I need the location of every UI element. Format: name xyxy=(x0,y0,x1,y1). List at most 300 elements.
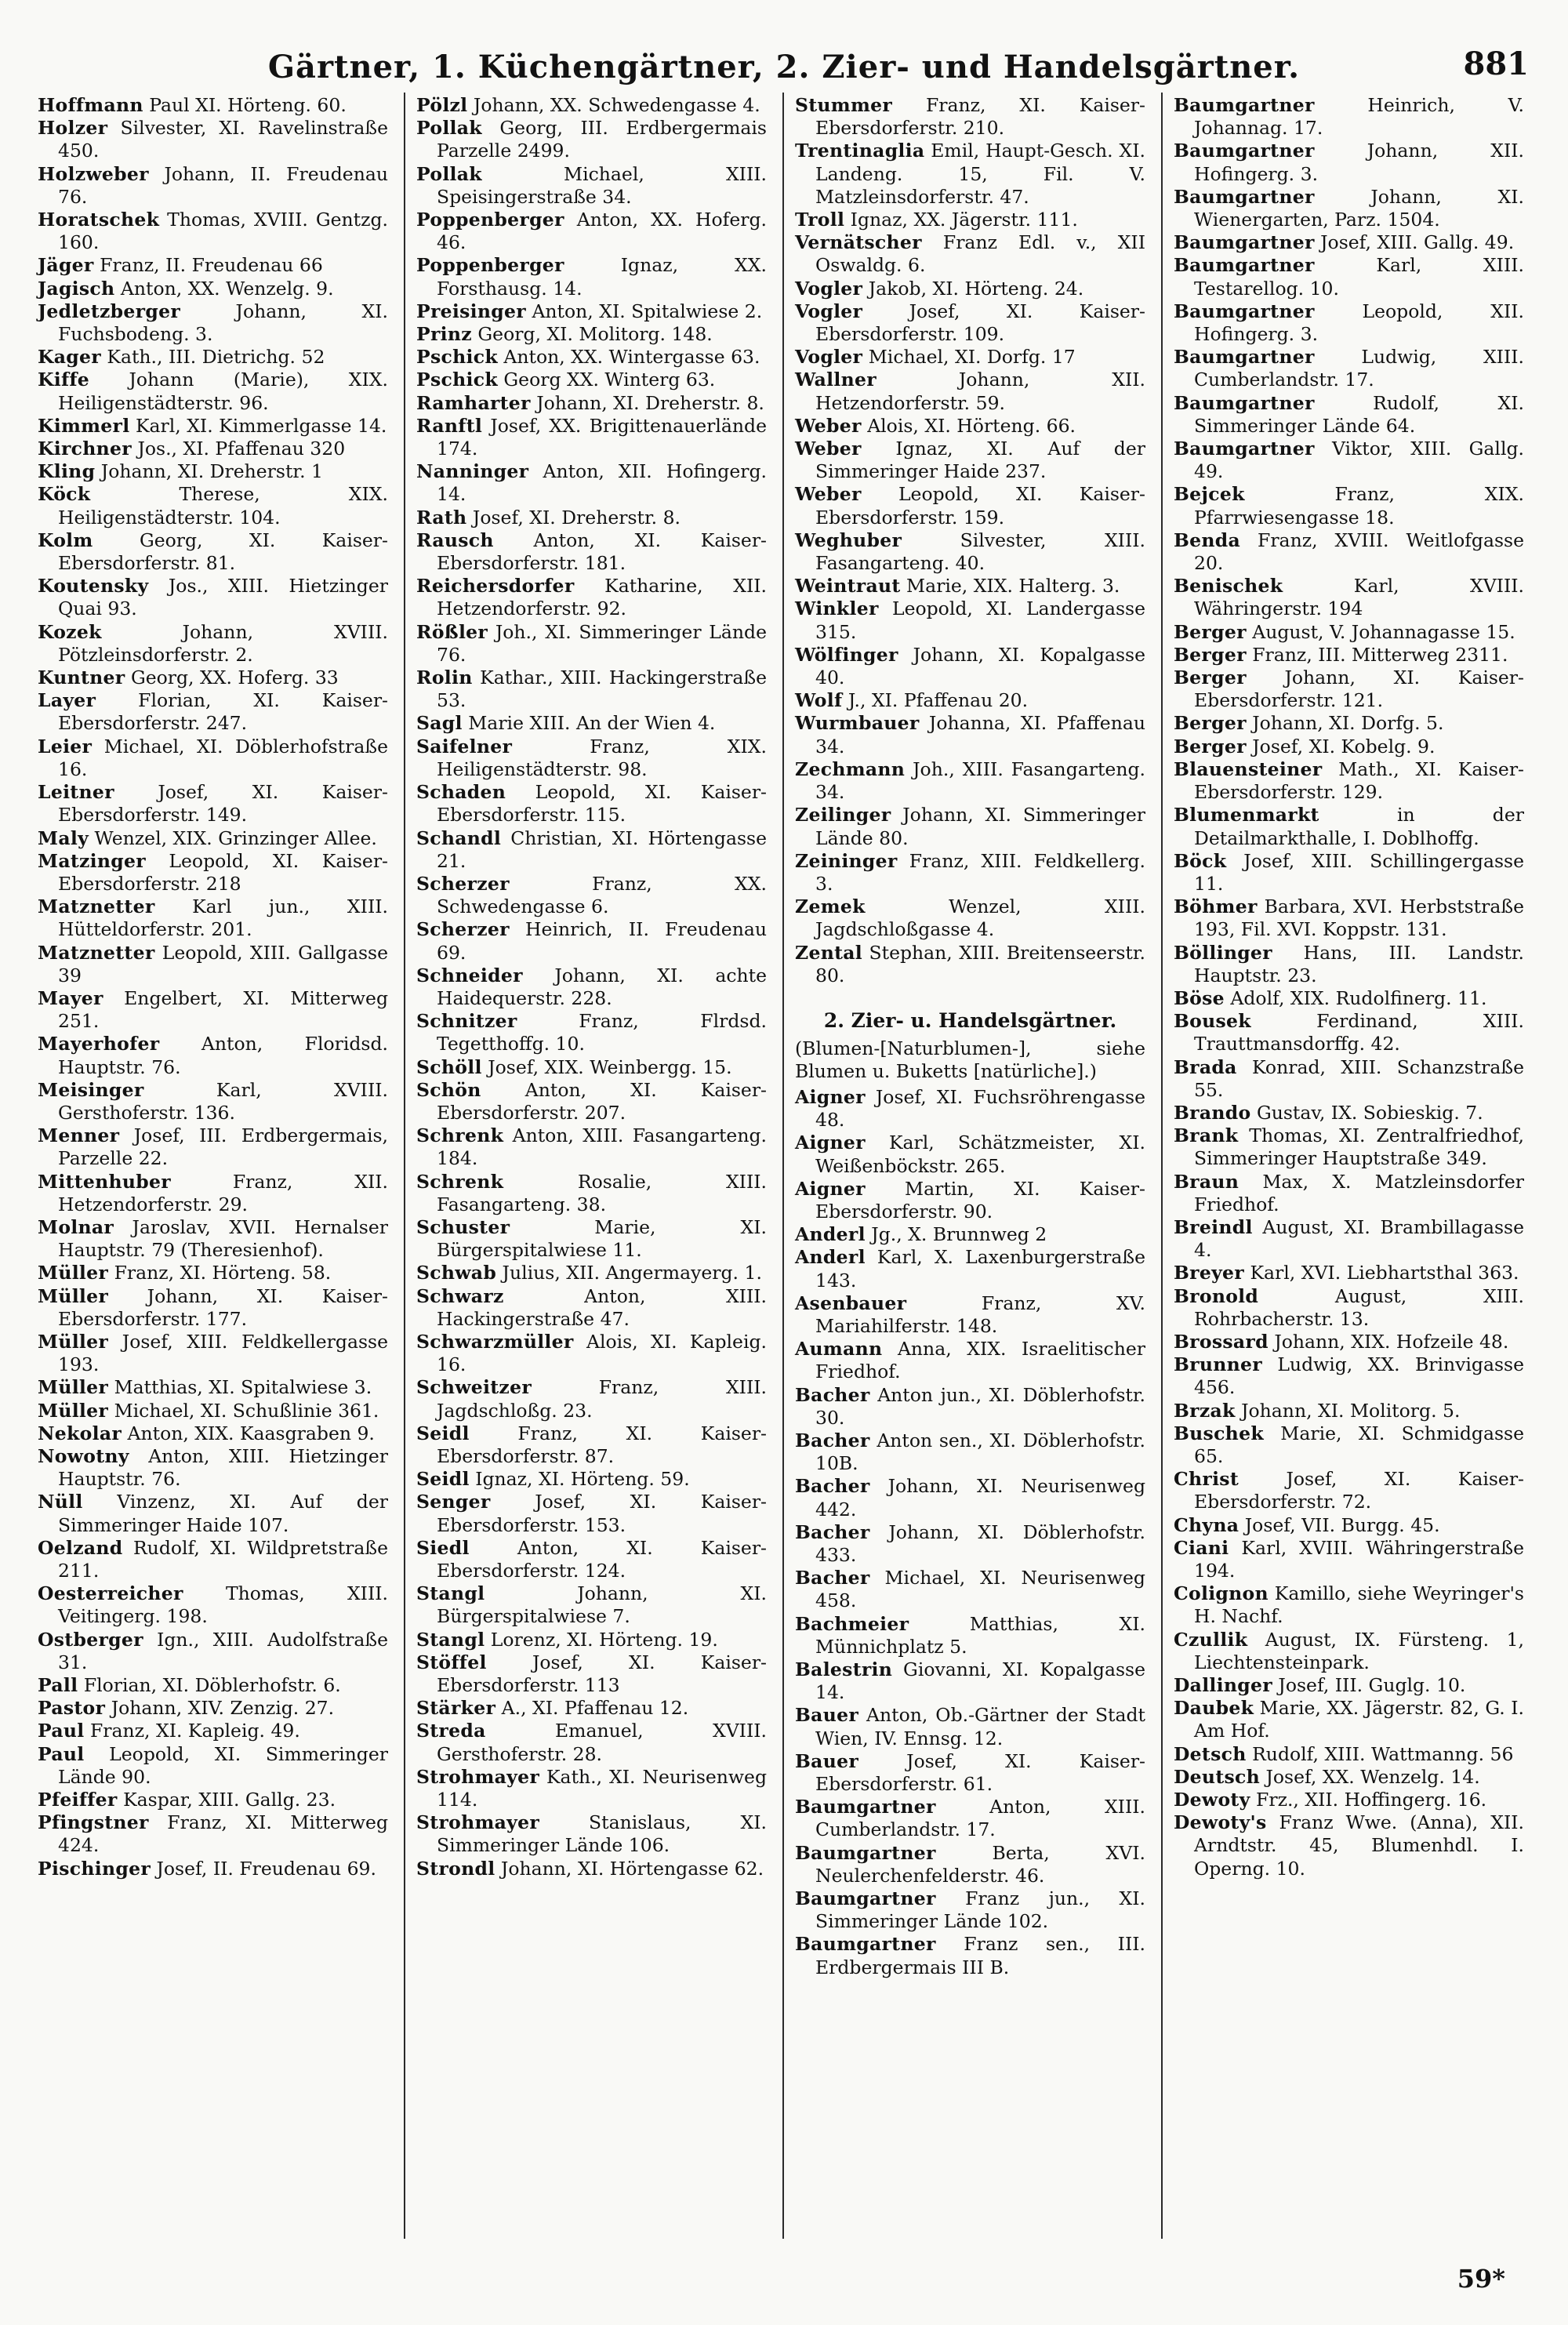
entry-name: Nowotny xyxy=(38,1444,129,1467)
entry-name: Müller xyxy=(38,1262,109,1284)
entry-name: Wolf xyxy=(795,689,843,712)
entry-address: Johann, XI. achte Haidequerstr. 228. xyxy=(437,964,767,1009)
entry-name: Müller xyxy=(38,1330,109,1353)
entry-address: Johann, XI. Dreherstr. 1 xyxy=(100,460,323,483)
entry-address: Anton, Floridsd. Hauptstr. 76. xyxy=(58,1033,388,1078)
entry-address: Anton, Ob.-Gärtner der Stadt Wien, IV. Ennsg. 12. xyxy=(815,1704,1145,1749)
entry-name: Zeilinger xyxy=(795,804,891,826)
directory-entry xyxy=(416,209,767,254)
entry-address: Josef, XI. Kobelg. 9. xyxy=(1252,735,1436,757)
entry-address: Paul XI. Hörteng. 60. xyxy=(149,94,347,116)
entry-address: Emanuel, XVIII. Gersthoferstr. 28. xyxy=(437,1720,767,1765)
entry-address: Kamillo, siehe Weyringer's H. Nachf. xyxy=(1194,1582,1524,1628)
directory-entry xyxy=(38,438,388,460)
entry-name: Böse xyxy=(1174,986,1225,1009)
entry-address: Michael, XIII. Speisingerstraße 34. xyxy=(437,162,767,208)
entry-name: Pischinger xyxy=(38,1857,151,1880)
directory-entry xyxy=(795,895,1145,941)
entry-name: Rößler xyxy=(416,620,488,643)
entry-address: Franz jun., XI. Simmeringer Lände 102. xyxy=(815,1887,1145,1933)
entry-address: Anton, XIII. Hietzinger Hauptstr. 76. xyxy=(58,1444,388,1491)
directory-entry xyxy=(38,1285,388,1331)
directory-entry xyxy=(38,346,388,369)
directory-entry xyxy=(795,850,1145,895)
entry-address: Johann, XIX. Hofzeile 48. xyxy=(1274,1330,1509,1353)
directory-entry xyxy=(795,1086,1145,1132)
entry-address: Franz, III. Mitterweg 2311. xyxy=(1252,643,1508,666)
entry-address: Georg, XI. Kaiser-Ebersdorferstr. 81. xyxy=(58,529,388,575)
directory-entry xyxy=(416,1491,767,1536)
directory-entry xyxy=(416,1124,767,1170)
entry-name: Siedl xyxy=(416,1536,470,1559)
entry-address: Franz, XI. Mitterweg 424. xyxy=(58,1811,388,1857)
entry-address: Josef, XIII. Schillingergasse 11. xyxy=(1194,849,1524,895)
directory-entry xyxy=(38,1079,388,1124)
entry-address: Anton, XI. Spitalwiese 2. xyxy=(532,300,763,322)
directory-entry xyxy=(795,1246,1145,1291)
entry-name: Leitner xyxy=(38,781,114,804)
directory-entry xyxy=(416,667,767,712)
entry-name: Baumgartner xyxy=(1174,140,1315,162)
entry-address: Rosalie, XIII. Fasangarteng. 38. xyxy=(437,1170,767,1215)
entry-name: Oesterreicher xyxy=(38,1582,183,1605)
entry-address: Martin, XI. Kaiser-Ebersdorferstr. 90. xyxy=(815,1177,1145,1222)
directory-entry xyxy=(1174,942,1524,987)
entry-name: Zental xyxy=(795,941,863,964)
entry-name: Detsch xyxy=(1174,1742,1247,1765)
entry-address: Karl, XVIII. Währingerstr. 194 xyxy=(1194,575,1524,620)
entry-address: Johanna, XI. Pfaffenau 34. xyxy=(815,712,1145,757)
entry-name: Bachmeier xyxy=(795,1612,909,1635)
entry-address: Leopold, XII. Hofingerg. 3. xyxy=(1194,300,1524,346)
entry-name: Troll xyxy=(795,209,845,231)
entry-name: Anderl xyxy=(795,1246,866,1269)
entry-address: Anton, XII. Hofingerg. 14. xyxy=(437,460,767,506)
entry-address: Johann, XI. Döblerhofstr. 433. xyxy=(815,1520,1145,1566)
entry-name: Schaden xyxy=(416,781,506,804)
entry-name: Asenbauer xyxy=(795,1291,907,1314)
entry-address: Johann, XI. Bürgerspitalwiese 7. xyxy=(437,1582,767,1628)
directory-entry xyxy=(38,781,388,826)
directory-entry xyxy=(38,1331,388,1376)
entry-address: Anton, XI. Kaiser-Ebersdorferstr. 207. xyxy=(437,1078,767,1124)
entry-address: Joh., XIII. Fasangarteng. 34. xyxy=(815,757,1145,804)
directory-entry xyxy=(416,965,767,1010)
entry-name: Bacher xyxy=(795,1429,870,1451)
entry-address: Rudolf, XI. Wildpretstraße 211. xyxy=(58,1536,388,1582)
directory-entry xyxy=(38,827,388,850)
directory-entry xyxy=(416,873,767,918)
directory-entry xyxy=(38,1811,388,1857)
entry-address: Hans, III. Landstr. Hauptstr. 23. xyxy=(1194,941,1524,986)
entry-name: Matznetter xyxy=(38,895,155,918)
entry-address: Anton, XI. Kaiser-Ebersdorferstr. 181. xyxy=(437,529,767,575)
entry-name: Berger xyxy=(1174,735,1247,757)
entry-address: Anton, XI. Kaiser-Ebersdorferstr. 124. xyxy=(437,1536,767,1582)
entry-address: Josef, XIII. Feldkellergasse 193. xyxy=(58,1330,388,1376)
entry-name: Bousek xyxy=(1174,1010,1251,1033)
directory-entry xyxy=(416,1262,767,1284)
entry-name: Kirchner xyxy=(38,438,132,460)
directory-entry xyxy=(1174,736,1524,758)
entry-name: Holzer xyxy=(38,117,108,140)
entry-name: Bacher xyxy=(795,1520,870,1543)
entry-address: Johann, XI. Wienergarten, Parz. 1504. xyxy=(1194,185,1524,231)
entry-name: Brada xyxy=(1174,1055,1237,1078)
entry-name: Czullik xyxy=(1174,1628,1248,1651)
entry-name: Mittenhuber xyxy=(38,1170,171,1193)
directory-entry xyxy=(38,987,388,1033)
entry-address: Ludwig, XX. Brinvigasse 456. xyxy=(1194,1353,1524,1399)
entry-name: Blumenmarkt xyxy=(1174,804,1319,826)
entry-name: Weber xyxy=(795,483,862,506)
page-title: Gärtner, 1. Küchengärtner, 2. Zier- und Handelsgärtner. xyxy=(267,48,1301,85)
entry-address: Josef, XI. Fuchsröhrengasse 48. xyxy=(815,1085,1145,1132)
entry-name: Prinz xyxy=(416,323,472,346)
entry-address: Franz, XIII. Feldkellerg. 3. xyxy=(815,849,1145,895)
entry-address: Johann, XI. Dreherstr. 8. xyxy=(536,391,764,414)
directory-entry xyxy=(416,1629,767,1651)
entry-address: Franz, XI. Hörteng. 58. xyxy=(114,1262,332,1284)
entry-name: Preisinger xyxy=(416,300,526,322)
column-3-entries-part1 xyxy=(795,94,1145,987)
entry-address: Matthias, XI. Spitalwiese 3. xyxy=(114,1376,372,1399)
directory-entry xyxy=(416,507,767,529)
directory-entry xyxy=(795,1796,1145,1841)
directory-entry xyxy=(795,1933,1145,1978)
entry-address: Karl, XIII. Testarellog. 10. xyxy=(1194,254,1524,300)
entry-name: Berger xyxy=(1174,620,1247,643)
directory-entry xyxy=(1174,1353,1524,1399)
entry-name: Trentinaglia xyxy=(795,140,925,162)
entry-name: Balestrin xyxy=(795,1658,893,1680)
directory-entry xyxy=(1174,621,1524,644)
directory-entry xyxy=(1174,300,1524,346)
entry-name: Weber xyxy=(795,438,862,460)
column-2 xyxy=(404,93,776,2239)
directory-entry xyxy=(38,575,388,620)
directory-entry xyxy=(38,1582,388,1628)
entry-address: Josef, XI. Kaiser-Ebersdorferstr. 149. xyxy=(58,781,388,826)
directory-entry xyxy=(795,1475,1145,1520)
entry-address: Anton, XX. Wintergasse 63. xyxy=(503,346,760,369)
directory-entry xyxy=(38,369,388,414)
directory-entry xyxy=(38,621,388,667)
entry-name: Menner xyxy=(38,1124,120,1147)
directory-entry xyxy=(795,1178,1145,1223)
entry-name: Jagisch xyxy=(38,277,115,300)
entry-name: Baumgartner xyxy=(1174,254,1315,277)
entry-name: Ramharter xyxy=(416,391,531,414)
entry-address: Karl, XVIII. Gersthoferstr. 136. xyxy=(58,1078,388,1124)
directory-entry xyxy=(795,598,1145,643)
entry-address: Ferdinand, XIII. Trauttmansdorffg. 42. xyxy=(1194,1010,1524,1055)
directory-entry xyxy=(416,323,767,346)
entry-name: Paul xyxy=(38,1742,85,1765)
directory-entry xyxy=(416,1056,767,1079)
entry-name: Ciani xyxy=(1174,1536,1229,1559)
entry-address: Franz Edl. v., XII Oswaldg. 6. xyxy=(815,231,1145,277)
entry-name: Matzinger xyxy=(38,849,146,872)
entry-name: Saifelner xyxy=(416,735,513,757)
entry-name: Zeininger xyxy=(795,849,898,872)
entry-name: Schwarzmüller xyxy=(416,1330,574,1353)
entry-address: Ignaz, XI. Auf der Simmeringer Haide 237. xyxy=(815,438,1145,483)
directory-entry xyxy=(1174,1216,1524,1262)
entry-name: Holzweber xyxy=(38,162,149,185)
entry-address: Johann, XI. Simmeringer Lände 80. xyxy=(815,804,1145,849)
entry-name: Weghuber xyxy=(795,529,902,551)
directory-entry xyxy=(795,1430,1145,1475)
directory-entry xyxy=(38,1674,388,1697)
directory-entry xyxy=(38,163,388,209)
entry-address: Karl, X. Laxenburgerstraße 143. xyxy=(815,1246,1145,1291)
entry-address: Anton, XIII. Fasangarteng. 184. xyxy=(437,1124,767,1170)
entry-address: Franz, XI. Kaiser-Ebersdorferstr. 87. xyxy=(437,1422,767,1467)
entry-name: Pölzl xyxy=(416,94,468,116)
directory-entry xyxy=(795,1567,1145,1612)
entry-address: Anton, XIII. Hackingerstraße 47. xyxy=(437,1284,767,1330)
entry-address: Jos., XI. Pfaffenau 320 xyxy=(137,438,346,460)
directory-entry xyxy=(1174,1766,1524,1789)
entry-name: Winkler xyxy=(795,598,879,620)
directory-entry xyxy=(795,942,1145,987)
entry-name: Bacher xyxy=(795,1567,870,1589)
entry-name: Baumgartner xyxy=(795,1933,936,1956)
directory-entry xyxy=(38,736,388,781)
directory-entry xyxy=(1174,667,1524,712)
entry-address: August, XI. Brambillagasse 4. xyxy=(1194,1215,1524,1262)
directory-entry xyxy=(416,529,767,575)
entry-name: Kozek xyxy=(38,620,102,643)
entry-name: Brando xyxy=(1174,1101,1251,1124)
directory-entry xyxy=(38,1400,388,1422)
directory-entry xyxy=(38,254,388,277)
entry-address: Josef, XX. Brigittenauerlände 174. xyxy=(437,414,767,460)
entry-name: Layer xyxy=(38,689,96,712)
directory-entry xyxy=(38,529,388,575)
directory-entry xyxy=(1174,1171,1524,1216)
directory-entry xyxy=(1174,1124,1524,1170)
directory-entry xyxy=(38,1124,388,1170)
directory-entry xyxy=(416,575,767,620)
entry-name: Aigner xyxy=(795,1132,866,1154)
entry-address: Rudolf, XI. Simmeringer Lände 64. xyxy=(1194,391,1524,437)
directory-entry xyxy=(416,415,767,460)
entry-address: Stephan, XIII. Breitenseerstr. 80. xyxy=(815,941,1145,986)
entry-address: Anton sen., XI. Döblerhofstr. 10B. xyxy=(815,1429,1145,1475)
entry-address: Michael, XI. Schußlinie 361. xyxy=(114,1399,379,1422)
entry-name: Baumgartner xyxy=(795,1841,936,1864)
directory-entry xyxy=(38,1858,388,1880)
entry-address: Josef, III. Erdbergermais, Parzelle 22. xyxy=(58,1124,388,1170)
entry-name: Wurmbauer xyxy=(795,712,920,735)
entry-name: Aigner xyxy=(795,1085,866,1108)
directory-entry xyxy=(1174,1422,1524,1468)
directory-entry xyxy=(795,575,1145,598)
directory-entry xyxy=(416,1651,767,1697)
entry-address: Emil, Haupt-Gesch. XI. Landeng. 15, Fil. V. Matzleinsdorferstr. 47. xyxy=(815,140,1145,208)
entry-address: Ign., XIII. Audolfstraße 31. xyxy=(58,1628,388,1673)
entry-address: Lorenz, XI. Hörteng. 19. xyxy=(490,1628,718,1651)
entry-address: Georg XX. Winterg 63. xyxy=(503,369,716,391)
directory-entry xyxy=(795,1384,1145,1430)
directory-entry xyxy=(1174,483,1524,529)
entry-address: August, IX. Fürsteng. 1, Liechtensteinpark. xyxy=(1194,1628,1524,1673)
entry-name: Bauer xyxy=(795,1704,859,1727)
entry-address: Johann, XI. Kopalgasse 40. xyxy=(815,643,1145,689)
directory-entry xyxy=(1174,1468,1524,1513)
entry-name: Breindl xyxy=(1174,1215,1253,1238)
directory-entry xyxy=(38,460,388,483)
entry-name: Stöffel xyxy=(416,1651,487,1673)
entry-address: Marie, XX. Jägerstr. 82, G. I. Am Hof. xyxy=(1194,1697,1524,1742)
entry-address: Josef, XI. Kaiser-Ebersdorferstr. 113 xyxy=(437,1651,767,1697)
entry-address: Max, X. Matzleinsdorfer Friedhof. xyxy=(1194,1170,1524,1215)
entry-address: Johann, XI. Hörtengasse 62. xyxy=(500,1857,764,1880)
entry-name: Pfeiffer xyxy=(38,1789,118,1811)
entry-address: Marie, XI. Schmidgasse 65. xyxy=(1194,1422,1524,1467)
entry-name: Müller xyxy=(38,1399,109,1422)
directory-entry xyxy=(1174,1010,1524,1055)
entry-address: Johann, XI. Kaiser-Ebersdorferstr. 177. xyxy=(58,1284,388,1330)
entry-address: Wenzel, XIII. Jagdschloßgasse 4. xyxy=(815,895,1145,941)
directory-entry xyxy=(1174,346,1524,391)
entry-name: Vogler xyxy=(795,277,863,300)
directory-entry xyxy=(1174,575,1524,620)
entry-address: Franz, II. Freudenau 66 xyxy=(100,254,323,277)
directory-entry xyxy=(795,1132,1145,1177)
entry-address: Franz, Flrdsd. Tegetthoffg. 10. xyxy=(437,1010,767,1055)
entry-address: Franz, XI. Kapleig. 49. xyxy=(89,1720,300,1742)
column-1 xyxy=(34,93,397,2239)
entry-address: Josef, XI. Kaiser-Ebersdorferstr. 72. xyxy=(1194,1468,1524,1513)
entry-name: Hoffmann xyxy=(38,94,143,116)
entry-address: Anton jun., XI. Döblerhofstr. 30. xyxy=(815,1383,1145,1429)
entry-address: Florian, XI. Döblerhofstr. 6. xyxy=(83,1674,341,1697)
entry-name: Kolm xyxy=(38,529,93,551)
entry-address: Ignaz, XI. Hörteng. 59. xyxy=(475,1468,690,1491)
entry-address: Viktor, XIII. Gallg. 49. xyxy=(1194,438,1524,483)
directory-entry xyxy=(38,1216,388,1262)
entry-name: Kager xyxy=(38,346,101,369)
entry-name: Brossard xyxy=(1174,1330,1269,1353)
directory-entry xyxy=(1174,1537,1524,1582)
directory-entry xyxy=(1174,712,1524,735)
page-number: 881 xyxy=(1463,45,1529,82)
directory-entry xyxy=(416,300,767,323)
entry-address: Anton, XIII. Cumberlandstr. 17. xyxy=(815,1796,1145,1841)
entry-name: Strohmayer xyxy=(416,1765,540,1788)
column-4 xyxy=(1161,93,1534,2239)
entry-name: Schwarz xyxy=(416,1284,504,1307)
entry-name: Oelzand xyxy=(38,1536,123,1559)
entry-name: Müller xyxy=(38,1376,109,1399)
entry-address: Franz, XII. Hetzendorferstr. 29. xyxy=(58,1170,388,1215)
entry-address: Michael, XI. Dorfg. 17 xyxy=(868,346,1076,369)
entry-address: Jos., XIII. Hietzinger Quai 93. xyxy=(58,575,388,620)
directory-entry xyxy=(795,438,1145,483)
directory-entry xyxy=(1174,1629,1524,1674)
directory-entry xyxy=(416,621,767,667)
directory-entry xyxy=(416,1216,767,1262)
directory-entry xyxy=(38,667,388,689)
directory-entry xyxy=(416,117,767,162)
entry-name: Colignon xyxy=(1174,1582,1269,1605)
entry-name: Dewoty xyxy=(1174,1789,1250,1811)
directory-entry xyxy=(416,1331,767,1376)
entry-name: Kling xyxy=(38,460,96,483)
entry-name: Pschick xyxy=(416,346,498,369)
directory-entry xyxy=(795,346,1145,369)
entry-name: Stangl xyxy=(416,1582,485,1605)
entry-address: Leopold, XI. Kaiser-Ebersdorferstr. 218 xyxy=(58,849,388,895)
entry-address: Marie XIII. An der Wien 4. xyxy=(468,712,716,735)
directory-entry xyxy=(795,1887,1145,1933)
entry-name: Wölfinger xyxy=(795,643,898,666)
directory-entry xyxy=(416,736,767,781)
directory-entry xyxy=(38,1262,388,1284)
entry-name: Aigner xyxy=(795,1177,866,1200)
directory-entry xyxy=(38,1537,388,1582)
directory-entry xyxy=(1174,186,1524,231)
entry-name: Vogler xyxy=(795,346,863,369)
entry-address: Julius, XII. Angermayerg. 1. xyxy=(502,1262,762,1284)
directory-entry xyxy=(795,1613,1145,1658)
directory-entry xyxy=(416,1858,767,1880)
directory-entry xyxy=(416,827,767,873)
entry-name: Seidl xyxy=(416,1422,470,1444)
entry-name: Breyer xyxy=(1174,1262,1244,1284)
entry-name: Baumgartner xyxy=(1174,94,1315,116)
entry-address: Josef, II. Freudenau 69. xyxy=(156,1857,376,1880)
directory-entry xyxy=(1174,1811,1524,1880)
entry-address: Katharine, XII. Hetzendorferstr. 92. xyxy=(437,575,767,620)
directory-entry xyxy=(795,1658,1145,1704)
entry-name: Schneider xyxy=(416,964,523,986)
directory-entry xyxy=(416,1537,767,1582)
entry-address: Matthias, XI. Münnichplatz 5. xyxy=(815,1612,1145,1658)
entry-address: Georg, XI. Molitorg. 148. xyxy=(477,323,713,346)
directory-entry xyxy=(795,1521,1145,1567)
directory-entry xyxy=(1174,438,1524,483)
directory-entry xyxy=(38,1629,388,1674)
directory-entry xyxy=(38,942,388,987)
entry-address: Karl, Schätzmeister, XI. Weißenböckstr. 265. xyxy=(815,1132,1145,1177)
entry-name: Brzak xyxy=(1174,1399,1236,1422)
entry-address: Karl, XVI. Liebhartsthal 363. xyxy=(1250,1262,1519,1284)
entry-name: Vogler xyxy=(795,300,863,322)
entry-address: Gustav, IX. Sobieskig. 7. xyxy=(1256,1101,1483,1124)
directory-entry xyxy=(416,346,767,369)
directory-entry xyxy=(38,117,388,162)
directory-entry xyxy=(795,278,1145,300)
entry-name: Ranftl xyxy=(416,414,483,437)
entry-name: Berger xyxy=(1174,667,1247,689)
entry-address: Leopold, XI. Landergasse 315. xyxy=(815,598,1145,643)
entry-address: Georg, XX. Hoferg. 33 xyxy=(130,667,339,689)
directory-entry xyxy=(38,209,388,254)
entry-address: Barbara, XVI. Herbststraße 193, Fil. XVI. Koppstr. 131. xyxy=(1194,895,1524,941)
directory-entry xyxy=(416,1079,767,1124)
entry-name: Daubek xyxy=(1174,1697,1254,1720)
directory-entry xyxy=(416,712,767,735)
entry-name: Deutsch xyxy=(1174,1765,1260,1788)
entry-address: Ignaz, XX. Forsthausg. 14. xyxy=(437,254,767,300)
directory-entry xyxy=(1174,1697,1524,1742)
entry-address: Josef, XX. Wenzelg. 14. xyxy=(1265,1765,1480,1788)
entry-address: Anton, XX. Wenzelg. 9. xyxy=(120,277,334,300)
